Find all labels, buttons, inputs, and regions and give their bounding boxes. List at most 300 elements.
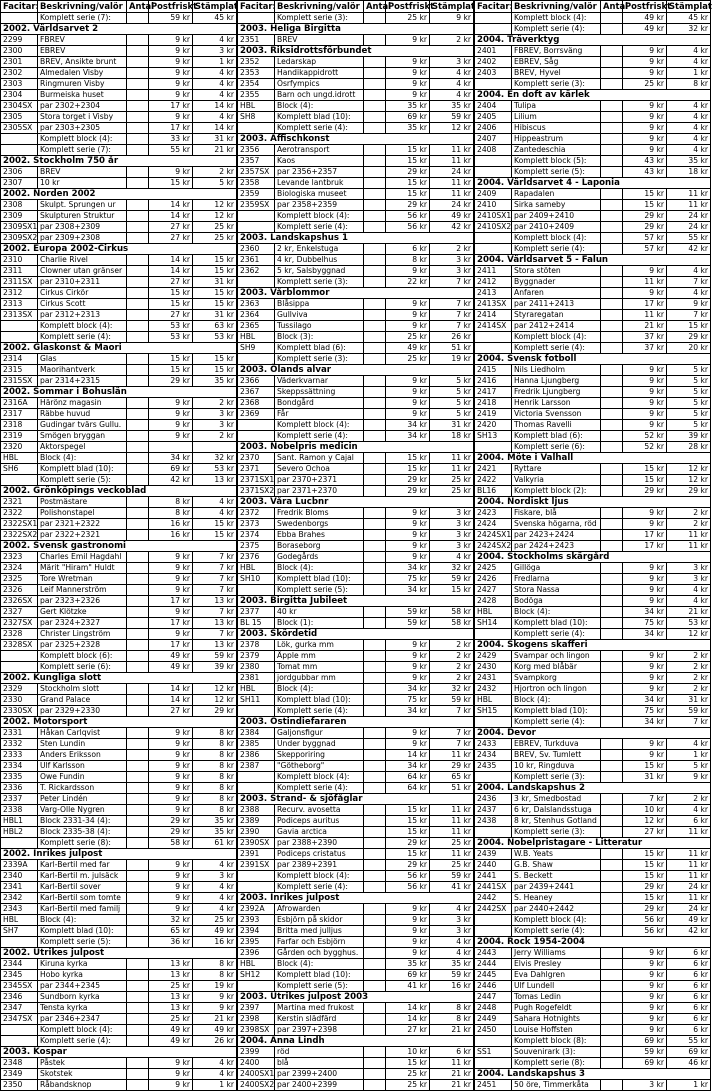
stamp-number: 2345: [1, 970, 38, 981]
quantity-cell: [364, 178, 386, 189]
used-price: 4 kr: [667, 145, 711, 156]
stamp-number: HBL: [1, 915, 38, 926]
table-row: [238, 68, 474, 79]
mint-price: 14 kr: [149, 695, 193, 706]
mint-price: 15 kr: [386, 464, 430, 475]
quantity-cell: [127, 1014, 149, 1025]
stamp-description: Cirkus Cirkör: [38, 288, 127, 299]
stamp-description: 2 kr, Enkelstuga: [275, 244, 364, 255]
used-price: 49 kr: [193, 926, 237, 937]
used-price: 31 kr: [667, 695, 711, 706]
quantity-cell: [364, 739, 386, 750]
stamp-description: Komplett block (6):: [38, 651, 127, 662]
mint-price: 9 kr: [623, 750, 667, 761]
quantity-cell: [601, 585, 623, 596]
quantity-cell: [127, 640, 149, 651]
table-row: [1, 662, 237, 673]
mint-price: 9 kr: [386, 266, 430, 277]
mint-price: 17 kr: [149, 640, 193, 651]
stamp-number: 2432: [475, 684, 512, 695]
mint-price: 65 kr: [149, 926, 193, 937]
stamp-description: Komplett block (4):: [38, 321, 127, 332]
stamp-description: Godegårds: [275, 552, 364, 563]
quantity-cell: [601, 772, 623, 783]
stamp-number: 2410SX1: [475, 211, 512, 222]
stamp-description: Anders Eriksson: [38, 750, 127, 761]
table-row: [238, 695, 474, 706]
quantity-cell: [601, 629, 623, 640]
stamp-number: 2417: [475, 387, 512, 398]
stamp-number: 2410: [475, 200, 512, 211]
used-price: 15 kr: [193, 519, 237, 530]
used-price: 4 kr: [193, 79, 237, 90]
quantity-cell: [127, 959, 149, 970]
stamp-number: 2304SX: [1, 101, 38, 112]
mint-price: 69 kr: [623, 1036, 667, 1047]
quantity-cell: [364, 574, 386, 585]
column-header-col1: Facitar:: [238, 1, 275, 13]
section-header: [238, 288, 474, 299]
quantity-cell: [364, 640, 386, 651]
table-row: [475, 101, 711, 112]
stamp-number: 2411: [475, 266, 512, 277]
stamp-number: [475, 24, 512, 35]
quantity-cell: [601, 266, 623, 277]
stamp-description: Galjonsfigur: [275, 728, 364, 739]
stamp-description: par 2440+2442: [512, 904, 601, 915]
quantity-cell: [601, 541, 623, 552]
mint-price: 9 kr: [623, 673, 667, 684]
mint-price: 13 kr: [149, 1003, 193, 1014]
table-row: [1, 90, 237, 101]
used-price: 4 kr: [667, 101, 711, 112]
stamp-description: Block (4):: [512, 607, 601, 618]
section-header: [1, 244, 237, 255]
stamp-description: S. Beckett: [512, 871, 601, 882]
used-price: 16 kr: [430, 981, 474, 992]
stamp-description: 5 kr, Salsbyggnad: [275, 266, 364, 277]
stamp-description: Ulf Lundell: [512, 981, 601, 992]
stamp-number: [238, 211, 275, 222]
quantity-cell: [127, 211, 149, 222]
section-title: 2002. Kungliga slott: [1, 673, 237, 684]
stamp-description: Karl-Bertil med far: [38, 860, 127, 871]
mint-price: 15 kr: [386, 827, 430, 838]
used-price: 8 kr: [667, 79, 711, 90]
used-price: 13 kr: [193, 618, 237, 629]
table-row: [475, 332, 711, 343]
used-price: 9 kr: [193, 992, 237, 1003]
used-price: 14 kr: [193, 123, 237, 134]
stamp-number: 2353: [238, 68, 275, 79]
stamp-description: Block (4):: [275, 959, 364, 970]
section-header: [1, 849, 237, 860]
mint-price: 9 kr: [149, 739, 193, 750]
stamp-description: Stockholm slott: [38, 684, 127, 695]
table-row: [1, 354, 237, 365]
quantity-cell: [601, 200, 623, 211]
stamp-description: Hobo kyrka: [38, 970, 127, 981]
stamp-number: [475, 442, 512, 453]
stamp-number: 2363: [238, 299, 275, 310]
quantity-cell: [364, 970, 386, 981]
table-row: [238, 519, 474, 530]
stamp-number: 2391: [238, 849, 275, 860]
mint-price: 52 kr: [623, 431, 667, 442]
table-row: [1, 838, 237, 849]
quantity-cell: [601, 849, 623, 860]
stamp-number: 2422: [475, 475, 512, 486]
stamp-description: röd: [275, 1047, 364, 1058]
stamp-description: Ulf Karlsson: [38, 761, 127, 772]
mint-price: 27 kr: [149, 222, 193, 233]
table-row: [1, 1014, 237, 1025]
stamp-number: 2387: [238, 761, 275, 772]
stamp-number: 2403: [475, 68, 512, 79]
quantity-cell: [601, 959, 623, 970]
stamp-description: Block 2331-34 (4):: [38, 816, 127, 827]
section-header: [1, 486, 237, 497]
mint-price: 9 kr: [386, 530, 430, 541]
used-price: 4 kr: [430, 904, 474, 915]
table-row: [1, 167, 237, 178]
used-price: 7 kr: [430, 310, 474, 321]
stamp-number: 2332: [1, 739, 38, 750]
table-row: [238, 1047, 474, 1058]
table-row: [475, 816, 711, 827]
quantity-cell: [364, 310, 386, 321]
table-row: [475, 970, 711, 981]
stamp-description: Eva Dahlgren: [512, 970, 601, 981]
section-title: 2004. En doft av kärlek: [475, 90, 711, 101]
mint-price: 27 kr: [386, 1025, 430, 1036]
used-price: 3 kr: [430, 530, 474, 541]
mint-price: 9 kr: [623, 387, 667, 398]
mint-price: 31 kr: [623, 772, 667, 783]
quantity-cell: [127, 167, 149, 178]
used-price: 7 kr: [667, 277, 711, 288]
quantity-cell: [127, 442, 149, 453]
stamp-number: 2365: [238, 321, 275, 332]
stamp-description: Byggnader: [512, 277, 601, 288]
stamp-description: Ebba Brahes: [275, 530, 364, 541]
quantity-cell: [127, 310, 149, 321]
used-price: 58 kr: [430, 607, 474, 618]
quantity-cell: [601, 805, 623, 816]
used-price: 4 kr: [430, 948, 474, 959]
table-row: [475, 266, 711, 277]
mint-price: 15 kr: [149, 288, 193, 299]
used-price: 4 kr: [193, 112, 237, 123]
stamp-description: Varg-Olle Nygren: [38, 805, 127, 816]
stamp-description: Får: [275, 409, 364, 420]
mint-price: 15 kr: [386, 145, 430, 156]
stamp-description: par 2370+2371: [275, 475, 364, 486]
used-price: 4 kr: [193, 35, 237, 46]
table-row: [1, 640, 237, 651]
used-price: 4 kr: [430, 937, 474, 948]
stamp-description: Komplett block (4):: [275, 772, 364, 783]
mint-price: 13 kr: [149, 970, 193, 981]
quantity-cell: [364, 299, 386, 310]
quantity-cell: [127, 992, 149, 1003]
used-price: 2 kr: [193, 167, 237, 178]
quantity-cell: [127, 1025, 149, 1036]
stamp-number: 2345SX: [1, 981, 38, 992]
used-price: 8 kr: [193, 750, 237, 761]
table-row: [475, 211, 711, 222]
table-row: [238, 882, 474, 893]
table-row: [238, 827, 474, 838]
used-price: 7 kr: [667, 310, 711, 321]
mint-price: 9 kr: [149, 772, 193, 783]
table-row: [238, 508, 474, 519]
quantity-cell: [364, 816, 386, 827]
mint-price: 15 kr: [623, 464, 667, 475]
used-price: 4 kr: [193, 860, 237, 871]
section-header: [475, 354, 711, 365]
quantity-cell: [364, 761, 386, 772]
stamp-description: Komplett serie (4):: [275, 222, 364, 233]
stamp-description: EBREV, Turkduva: [512, 739, 601, 750]
quantity-cell: [601, 68, 623, 79]
table-row: [238, 420, 474, 431]
stamp-description: Under byggnad: [275, 739, 364, 750]
quantity-cell: [127, 497, 149, 508]
stamp-description: Komplett serie (4):: [275, 783, 364, 794]
mint-price: 9 kr: [623, 1014, 667, 1025]
stamp-number: 2397: [238, 1003, 275, 1014]
table-row: [238, 178, 474, 189]
used-price: 45 kr: [667, 13, 711, 24]
mint-price: 9 kr: [623, 739, 667, 750]
mint-price: 75 kr: [386, 574, 430, 585]
stamp-description: Blåsippa: [275, 299, 364, 310]
stamp-description: Skulpt. Sprungen ur: [38, 200, 127, 211]
section-title: 2004. Rock 1954-2004: [475, 937, 711, 948]
mint-price: 9 kr: [623, 376, 667, 387]
table-row: [1, 816, 237, 827]
quantity-cell: [127, 629, 149, 640]
quantity-cell: [601, 431, 623, 442]
mint-price: 17 kr: [149, 596, 193, 607]
table-row: [238, 145, 474, 156]
stamp-number: HBL: [475, 607, 512, 618]
stamp-number: 2342: [1, 893, 38, 904]
stamp-description: BREV, Ansikte brunt: [38, 57, 127, 68]
quantity-cell: [601, 1025, 623, 1036]
stamp-description: Komplett block (4):: [38, 1025, 127, 1036]
quantity-cell: [364, 387, 386, 398]
stamp-number: 2439: [475, 849, 512, 860]
mint-price: 9 kr: [149, 46, 193, 57]
stamp-number: SH6: [1, 464, 38, 475]
used-price: 2 kr: [430, 244, 474, 255]
section-header: [475, 255, 711, 266]
mint-price: 9 kr: [623, 365, 667, 376]
stamp-description: Stora torget i Visby: [38, 112, 127, 123]
stamp-description: Stora Nassa: [512, 585, 601, 596]
column-header-col3: Antal: [601, 1, 623, 13]
used-price: 3 kr: [193, 46, 237, 57]
section-header: [238, 1036, 474, 1047]
stamp-description: Fiskare, blå: [512, 508, 601, 519]
mint-price: 9 kr: [149, 90, 193, 101]
stamp-description: Komplett serie (5):: [275, 585, 364, 596]
quantity-cell: [601, 409, 623, 420]
stamp-number: [475, 167, 512, 178]
table-row: [1, 926, 237, 937]
stamp-description: Rapadalen: [512, 189, 601, 200]
table-row: [238, 255, 474, 266]
table-row: [238, 574, 474, 585]
used-price: 11 kr: [667, 189, 711, 200]
table-row: [1, 574, 237, 585]
stamp-description: par 2399+2400: [275, 1069, 364, 1080]
table-row: [475, 893, 711, 904]
table-row: [238, 343, 474, 354]
quantity-cell: [601, 684, 623, 695]
used-price: 35 kr: [193, 376, 237, 387]
table-row: [1, 365, 237, 376]
mint-price: 25 kr: [149, 1014, 193, 1025]
quantity-cell: [127, 937, 149, 948]
table-row: [475, 398, 711, 409]
stamp-description: Zantedeschia: [512, 145, 601, 156]
stamp-number: 2324: [1, 563, 38, 574]
stamp-description: Louise Hoffsten: [512, 1025, 601, 1036]
used-price: 46 kr: [667, 1058, 711, 1069]
table-row: [1, 618, 237, 629]
table-row: [1, 728, 237, 739]
stamp-number: 2431: [475, 673, 512, 684]
stamp-description: par 2356+2357: [275, 167, 364, 178]
used-price: 4 kr: [193, 882, 237, 893]
quantity-cell: [127, 684, 149, 695]
stamp-description: Komplett serie (4):: [512, 629, 601, 640]
quantity-cell: [601, 508, 623, 519]
mint-price: 75 kr: [386, 695, 430, 706]
quantity-cell: [601, 574, 623, 585]
stamp-number: 2304: [1, 90, 38, 101]
price-table: [237, 0, 474, 1091]
table-row: [1, 970, 237, 981]
stamp-description: Gillöga: [512, 563, 601, 574]
stamp-number: 2427: [475, 585, 512, 596]
table-row: [238, 816, 474, 827]
stamp-number: [475, 244, 512, 255]
used-price: 2 kr: [430, 640, 474, 651]
mint-price: 14 kr: [149, 211, 193, 222]
stamp-number: BL16: [475, 486, 512, 497]
used-price: 4 kr: [193, 90, 237, 101]
quantity-cell: [364, 1003, 386, 1014]
section-header: [238, 134, 474, 145]
used-price: 69 kr: [667, 1047, 711, 1058]
stamp-number: 2309SX1: [1, 222, 38, 233]
stamp-description: 50 öre, Timmerkåta: [512, 1080, 601, 1091]
used-price: 39 kr: [667, 431, 711, 442]
table-row: [1, 893, 237, 904]
section-header: [238, 365, 474, 376]
table-row: [475, 684, 711, 695]
section-title: 2002. Världsarvet 2: [1, 24, 237, 35]
used-price: 4 kr: [193, 893, 237, 904]
stamp-description: par 2371+2370: [275, 486, 364, 497]
table-row: [238, 926, 474, 937]
table-row: [475, 629, 711, 640]
quantity-cell: [364, 189, 386, 200]
used-price: 45 kr: [193, 13, 237, 24]
mint-price: 12 kr: [623, 816, 667, 827]
mint-price: 34 kr: [386, 761, 430, 772]
stamp-number: 2398SX: [238, 1025, 275, 1036]
table-row: [475, 299, 711, 310]
mint-price: 27 kr: [623, 827, 667, 838]
stamp-description: EBREV: [38, 46, 127, 57]
mint-price: 10 kr: [623, 805, 667, 816]
table-row: [238, 1080, 474, 1091]
stamp-description: Lök, gurka mm: [275, 640, 364, 651]
mint-price: 29 kr: [386, 486, 430, 497]
stamp-description: Komplett blad (10):: [275, 970, 364, 981]
quantity-cell: [364, 541, 386, 552]
quantity-cell: [601, 981, 623, 992]
table-row: [238, 376, 474, 387]
used-price: 7 kr: [193, 574, 237, 585]
stamp-description: Burmeiska huset: [38, 90, 127, 101]
mint-price: 29 kr: [623, 904, 667, 915]
quantity-cell: [127, 101, 149, 112]
quantity-cell: [364, 915, 386, 926]
table-row: [238, 651, 474, 662]
table-row: [238, 189, 474, 200]
quantity-cell: [364, 695, 386, 706]
stamp-number: 2436: [475, 794, 512, 805]
used-price: 63 kr: [193, 321, 237, 332]
quantity-cell: [601, 288, 623, 299]
used-price: 11 kr: [430, 816, 474, 827]
stamp-number: 2318: [1, 420, 38, 431]
mint-price: 29 kr: [386, 860, 430, 871]
stamp-description: par 2439+2441: [512, 882, 601, 893]
table-row: [238, 750, 474, 761]
used-price: 21 kr: [667, 607, 711, 618]
column-header-col1: Facitar:: [1, 1, 38, 13]
stamp-description: Styraregatan: [512, 310, 601, 321]
mint-price: 15 kr: [149, 299, 193, 310]
table-row: [1, 706, 237, 717]
stamp-number: SH14: [475, 618, 512, 629]
used-price: 15 kr: [193, 266, 237, 277]
table-row: [1, 607, 237, 618]
stamp-number: 2317: [1, 409, 38, 420]
table-row: [475, 651, 711, 662]
used-price: 4 kr: [667, 266, 711, 277]
mint-price: 9 kr: [149, 1069, 193, 1080]
stamp-description: Karl-Bertil m. julsäck: [38, 871, 127, 882]
stamp-description: par 2397+2398: [275, 1025, 364, 1036]
mint-price: 9 kr: [149, 68, 193, 79]
table-row: [238, 244, 474, 255]
table-row: [475, 1058, 711, 1069]
table-row: [1, 596, 237, 607]
table-row: [1, 860, 237, 871]
quantity-cell: [127, 376, 149, 387]
mint-price: 15 kr: [386, 453, 430, 464]
stamp-description: Komplett block (4):: [275, 420, 364, 431]
section-header: [475, 178, 711, 189]
